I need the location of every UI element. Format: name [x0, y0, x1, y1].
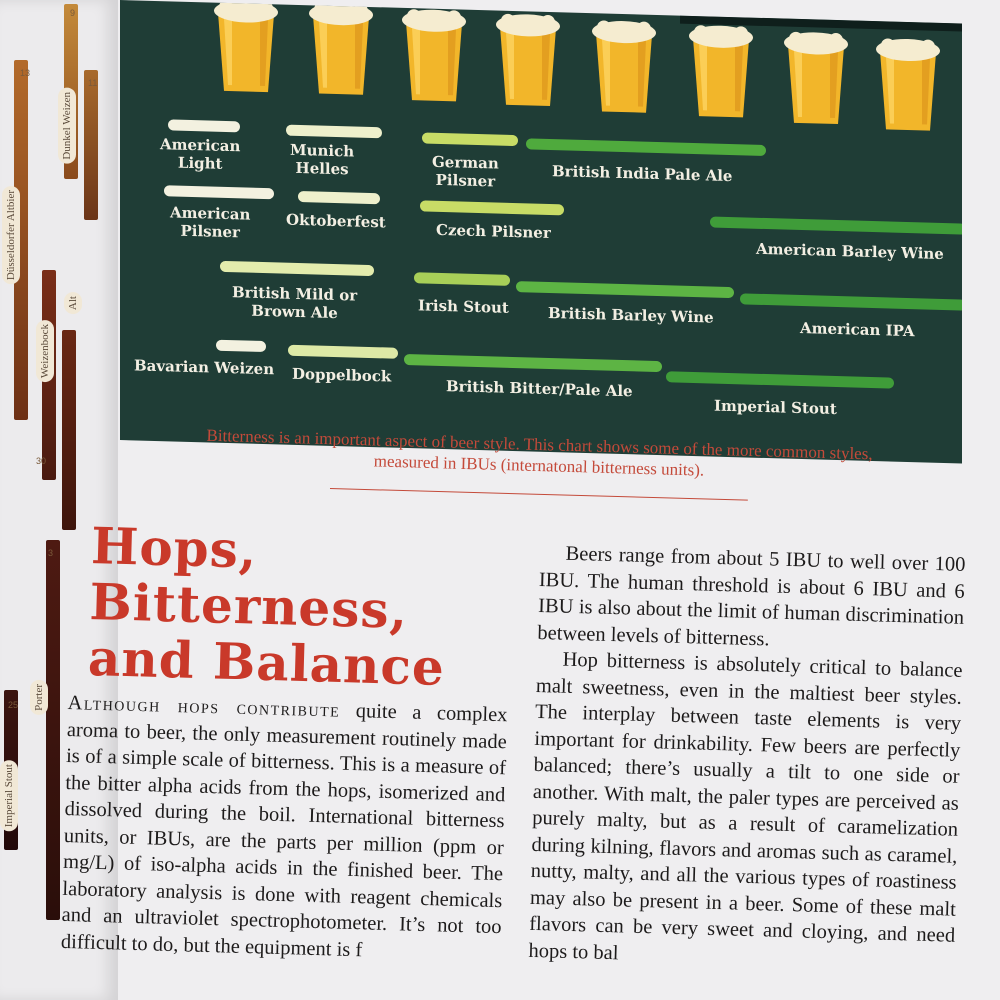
style-label-line: American IPA: [800, 318, 915, 341]
left-page-number: 30: [36, 456, 47, 466]
style-label-line: Oktoberfest: [286, 210, 386, 232]
ibu-bar-imperial-stout: [666, 371, 894, 388]
heading-line: and Balance: [87, 627, 446, 697]
ibu-bar-bavarian-weizen: [216, 340, 266, 352]
style-label-line: Pilsner: [435, 170, 496, 191]
left-page-label: Imperial Stout: [0, 760, 18, 831]
heading-line: Hops,: [90, 516, 259, 580]
ibu-bar-munich-helles: [286, 125, 382, 139]
ibu-bar-british-ipa: [526, 138, 766, 156]
style-label-line: Imperial Stout: [714, 396, 837, 419]
style-label-line: Doppelbock: [292, 364, 392, 386]
style-label-oktoberfest: [286, 211, 386, 232]
left-page-label: Dunkel Weizen: [58, 88, 76, 164]
ibu-bar-irish-stout: [414, 272, 510, 286]
left-page-label: Porter: [30, 680, 48, 715]
style-label-british-barley-wine: [548, 304, 714, 327]
left-page-number: 25: [8, 700, 19, 710]
color-bar: [84, 70, 98, 220]
style-label-line: Bavarian Weizen: [134, 356, 275, 379]
left-page-number: 13: [20, 68, 31, 78]
ibu-bar-doppelbock: [288, 345, 398, 359]
paragraph: Hop bitterness is absolutely critical to balance malt sweetness, even in the maltiest beer styles. The interplay between taste elements is very important for drinkability. Few beers are perfectly balanced; there’s usually a tilt to one side or another. With malt, the paler types are perceived as purely malty, but as a result of caramelization during kilning, flavors and aromas such as caramel, nutty, malty, and all the various types of roastiness may also be present in a beer. Some of these malt flavors can be very sweet and cloying, and need hops to bal: [528, 648, 963, 964]
style-label-line: Pilsner: [180, 221, 240, 242]
style-label-american-light: [160, 135, 240, 173]
bitterness-chart: [120, 0, 962, 464]
style-label-irish-stout: [418, 296, 509, 317]
beer-glass-icon: [780, 30, 852, 128]
beer-glass-icon: [588, 19, 660, 117]
ibu-bar-czech-pilsner: [420, 200, 564, 215]
caption-rule: [330, 488, 748, 501]
ibu-bar-oktoberfest: [298, 191, 380, 204]
style-label-british-mild: [232, 283, 357, 322]
style-label-czech-pilsner: [436, 221, 551, 242]
chart-caption: Bitterness is an important aspect of beer style. This chart shows some of the more common styles, measured in IBUs (internatonal bitterness units).: [206, 425, 873, 480]
style-label-line: British India Pale Ale: [552, 162, 733, 186]
body-column-right: [528, 540, 966, 976]
beer-glass-icon: [305, 1, 377, 99]
style-label-line: Brown Ale: [251, 301, 338, 323]
style-label-bavarian-weizen: [134, 356, 274, 378]
style-label-line: British Barley Wine: [548, 303, 714, 327]
beer-glass-icon: [398, 8, 470, 106]
color-bar: [62, 330, 76, 530]
ibu-bar-german-pilsner: [422, 132, 518, 146]
style-label-munich-helles: [290, 141, 354, 179]
ibu-bar-british-barley-wine: [516, 281, 734, 298]
heading-line: Bitterness,: [88, 571, 409, 640]
left-page-number: 3: [48, 548, 54, 558]
style-label-british-bitter: [446, 377, 633, 400]
style-label-american-barley-wine: [756, 240, 944, 263]
beer-glass-icon: [685, 24, 757, 122]
ibu-bar-american-ipa: [740, 293, 962, 310]
beer-glass-icon: [210, 0, 282, 97]
left-page-number: 9: [70, 8, 76, 18]
style-label-german-pilsner: [432, 153, 499, 191]
style-label-line: Irish Stout: [418, 296, 509, 317]
style-label-british-ipa: [552, 162, 732, 185]
ibu-bar-american-pilsner: [164, 185, 274, 199]
style-label-line: German: [432, 152, 499, 173]
style-label-line: American: [170, 203, 251, 224]
style-label-line: British Mild or: [232, 283, 358, 305]
style-label-line: Munich: [290, 140, 355, 161]
body-column-left: [61, 690, 508, 967]
style-label-doppelbock: [292, 365, 391, 386]
style-label-imperial-stout: [714, 397, 837, 418]
beer-glass-icon: [492, 12, 564, 110]
ibu-bar-american-barley-wine: [710, 216, 962, 234]
left-page-label: Alt: [64, 292, 82, 314]
beer-glass-icon: [872, 37, 944, 135]
section-heading: [87, 518, 562, 699]
color-bar: [46, 540, 60, 920]
style-label-line: Czech Pilsner: [436, 220, 551, 243]
lead-in: Although hops contribute: [67, 691, 341, 722]
style-label-line: Light: [177, 153, 223, 173]
style-label-american-pilsner: [170, 203, 250, 241]
style-label-line: American: [160, 135, 241, 156]
left-page-label: Weizenbock: [36, 320, 54, 382]
left-page-label: Düsseldorfer Altbier: [2, 186, 20, 284]
paragraph: Beers range from about 5 IBU to well over 100 IBU. The human threshold is about 6 IBU and 6 IBU is also about the limit of human discrimination between levels of bitterness.: [537, 542, 966, 650]
left-page-number: 11: [88, 78, 98, 88]
style-label-american-ipa: [800, 319, 914, 340]
style-label-line: Helles: [295, 158, 349, 179]
style-label-line: British Bitter/Pale Ale: [446, 377, 633, 401]
ibu-bar-british-bitter: [404, 354, 662, 372]
paragraph: quite a complex aroma to beer, the only measurement routinely made is of a simple scale of bitterness. This is a measure of the bitter alpha acids from the hops, isomerized and dissolved during the boil. International bitterness units, or IBUs, are the parts per million (ppm or mg/L) of iso-alpha acids in the finished beer. The laboratory analysis is done with reagent chemicals and an ultraviolet spectrophotometer. It’s not too difficult to do, but the equipment is f: [60, 699, 508, 961]
ibu-bar-british-mild: [220, 261, 374, 276]
ibu-bar-american-light: [168, 119, 240, 132]
style-label-line: American Barley Wine: [756, 239, 944, 264]
